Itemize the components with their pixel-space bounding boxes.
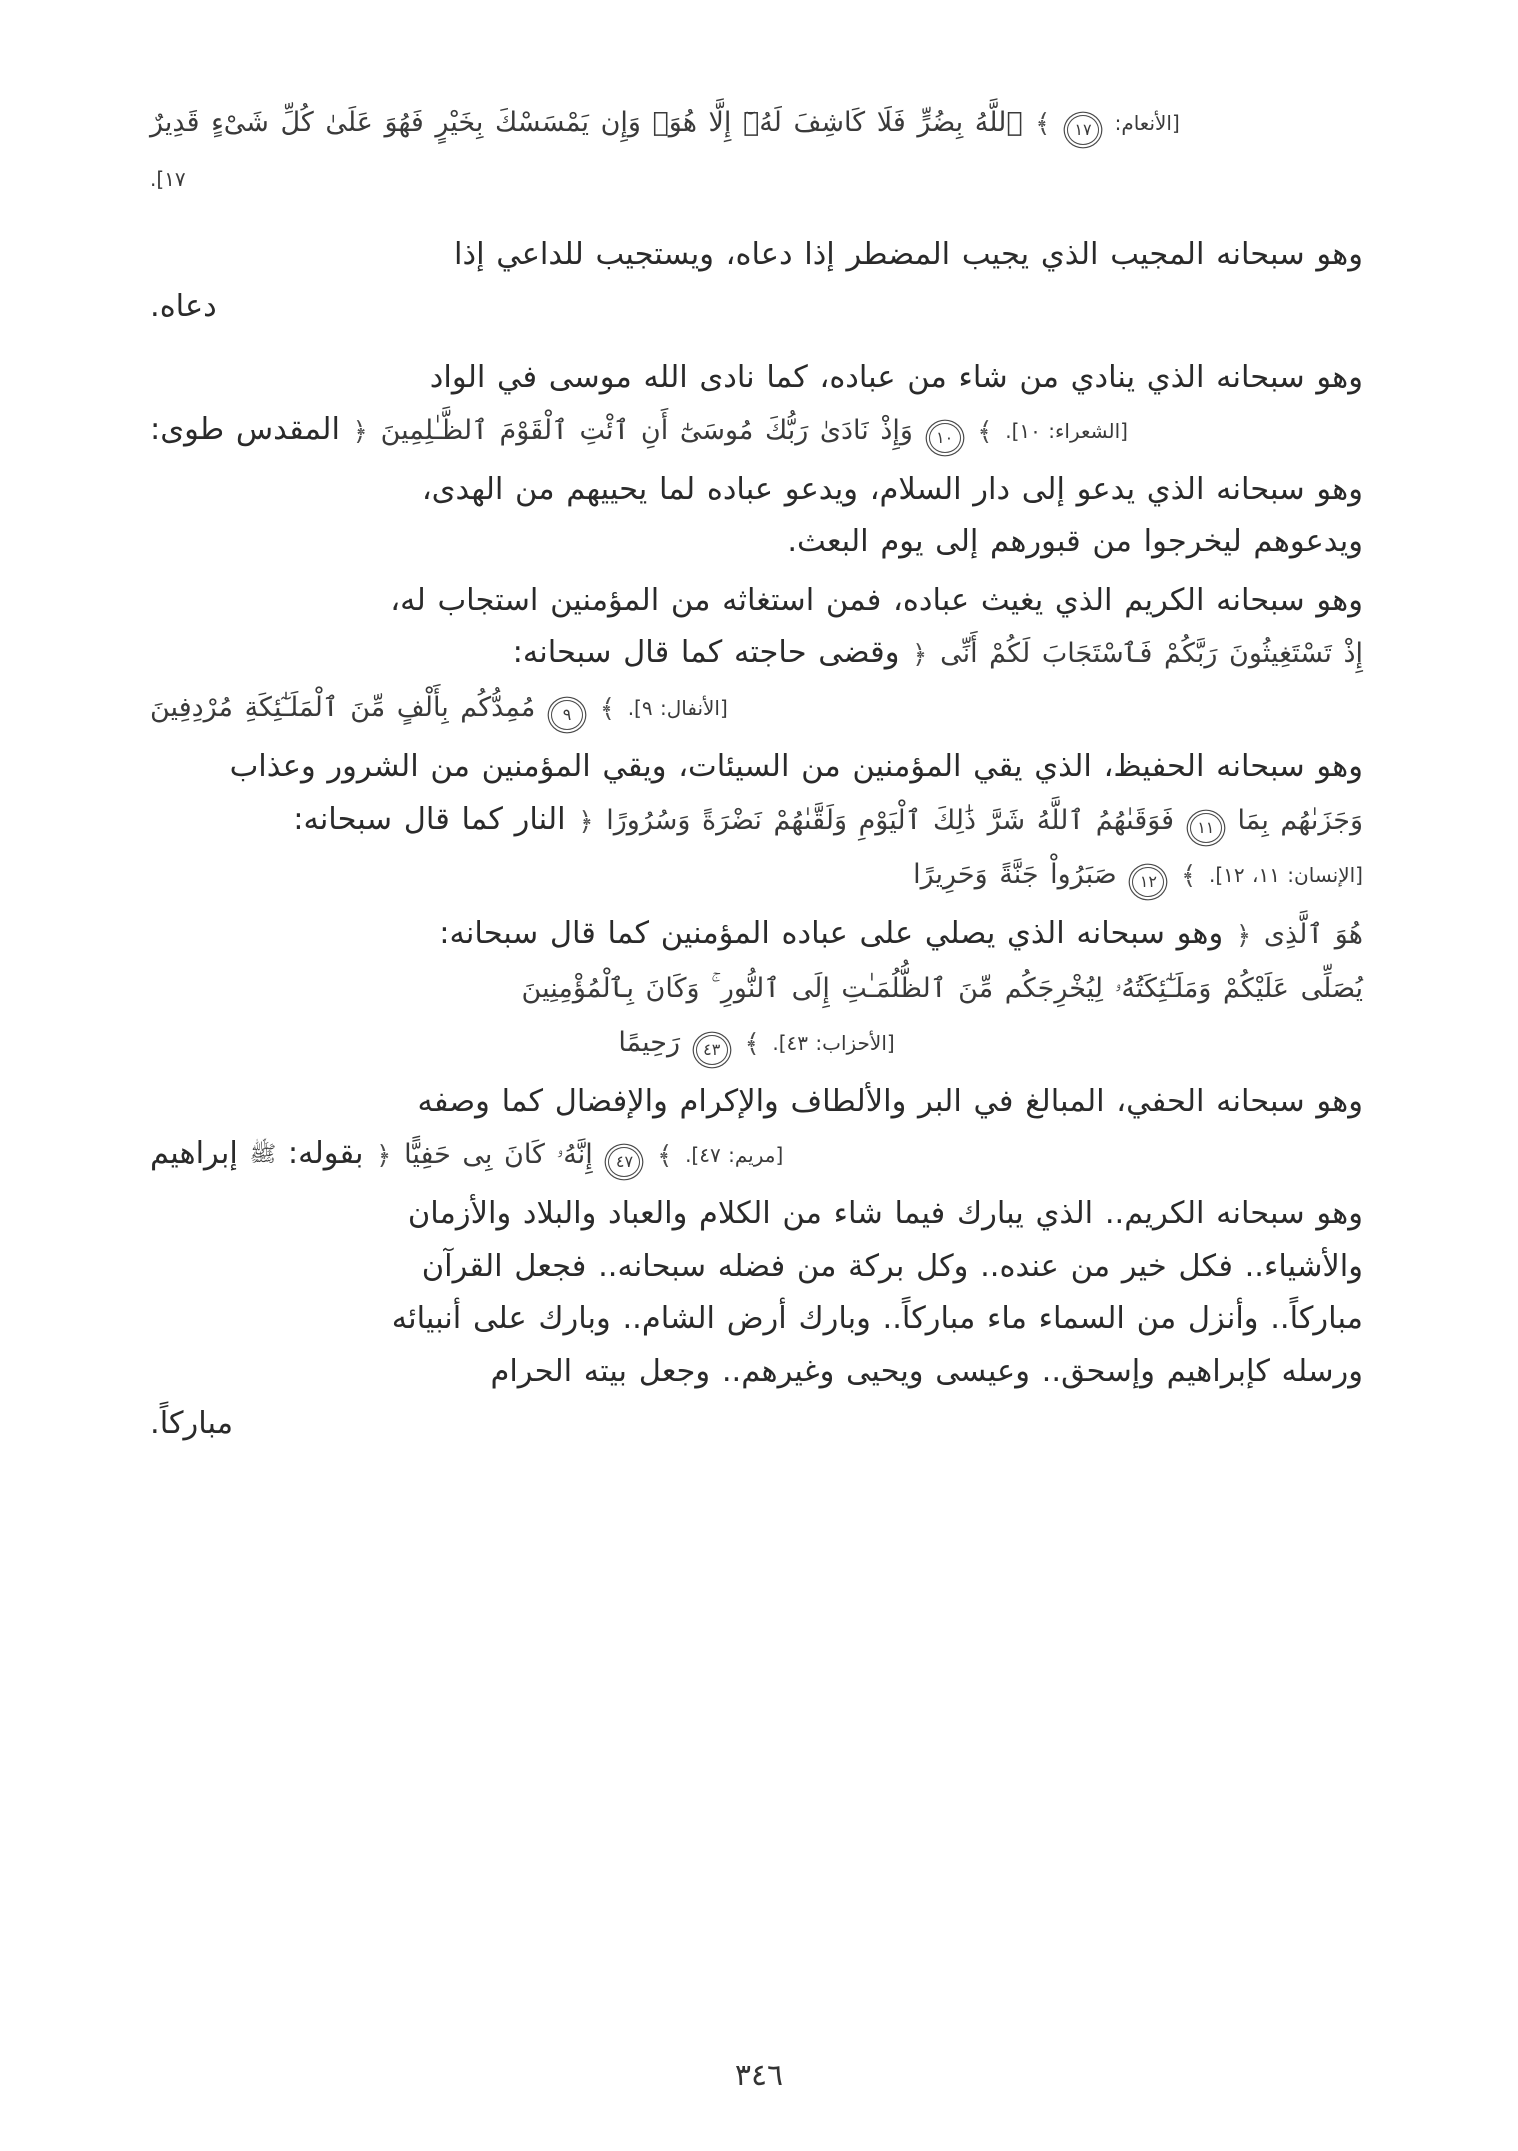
ayah-number: ١١: [1197, 817, 1215, 837]
paragraph-line: وهو سبحانه الحفي، المبالغ في البر والألطاف والإكرام والإفضال كما وصفه: [417, 1083, 1363, 1119]
quran-text-anfal-b: مُمِدُّكُم بِأَلْفٍ مِّنَ ٱلْمَلَـٰٓئِكَةِ مُرْدِفِينَ: [150, 692, 536, 724]
paragraph-line: وهو سبحانه الحفيظ، الذي يقي المؤمنين من السيئات، ويقي المؤمنين من الشرور وعذاب: [229, 749, 1363, 785]
paragraph-yusalli: [150, 908, 1363, 1070]
quran-text-ahzab-a: هُوَ ٱلَّذِى: [1263, 918, 1363, 950]
paragraph-line: مباركاً.: [150, 1406, 234, 1442]
paragraph-line: وهو سبحانه المجيب الذي يجيب المضطر إذا دعاه، ويستجيب للداعي إذا: [454, 236, 1363, 272]
paragraph-line-prefix: المقدس طوى:: [150, 412, 340, 447]
quran-text-ahzab-b: يُصَلِّى عَلَيْكُمْ وَمَلَـٰٓئِكَتُهُۥ لِيُخْرِجَكُم مِّنَ ٱلظُّلُمَـٰتِ إِلَى ٱلنُّورِ ۚ وَكَانَ بِٱلْمُؤْمِنِينَ: [521, 972, 1363, 1004]
paragraph-line: والأشياء.. فكل خير من عنده.. وكل بركة من فضله سبحانه.. فجعل القرآن: [421, 1248, 1363, 1284]
surah-reference-insan: [الإنسان: ١١، ١٢].: [1208, 862, 1363, 887]
quran-text-anfal-a: إِذْ تَسْتَغِيثُونَ رَبَّكُمْ فَٱسْتَجَابَ لَكُمْ أَنِّى: [940, 638, 1363, 670]
quran-text-maryam: إِنَّهُۥ كَانَ بِى حَفِيًّا: [404, 1139, 593, 1171]
paragraph-line-with-quran: [150, 908, 1363, 962]
paragraph-line-prefix: النار كما قال سبحانه:: [293, 801, 566, 837]
quran-continuation-line: [150, 962, 1363, 1016]
surah-reference-anfal: [الأنفال: ٩].: [627, 696, 728, 721]
paragraph-kareem-barakah: [150, 1188, 1363, 1450]
paragraph-line-with-quran: [150, 1128, 1363, 1182]
surah-reference-ahzab: [الأحزاب: ٤٣].: [772, 1030, 895, 1055]
quran-close-ornament-icon: ﴾: [1181, 860, 1197, 891]
surah-reference-shuara: [الشعراء: ١٠].: [1005, 419, 1128, 443]
ayah-medallion-anam: [1065, 115, 1101, 145]
quran-open-ornament-icon: ﴿: [1235, 920, 1252, 951]
ayah-number: ١٢: [1139, 871, 1157, 891]
quran-continuation-line: [150, 848, 1363, 902]
salawat-icon: ﷺ: [249, 1142, 277, 1168]
quran-close-ornament-icon: ﴾: [1035, 109, 1051, 139]
ayah-number: ١٧: [1074, 120, 1092, 139]
quran-block-anam: [150, 95, 1363, 151]
quran-text-insan-b: وَجَزَىٰهُم بِمَا: [1237, 804, 1363, 836]
ayah-medallion-insan-11: [1188, 813, 1224, 843]
quran-open-ornament-icon: ﴿: [376, 1141, 392, 1172]
ayah-medallion-shuara: [927, 423, 963, 453]
surah-reference-anam-part2: ١٧].: [150, 167, 186, 192]
quran-close-ornament-icon: ﴾: [977, 417, 993, 447]
quran-text-ahzab-c: رَحِيمًا: [618, 1026, 681, 1058]
quran-open-ornament-icon: ﴿: [578, 806, 594, 837]
page-content: [150, 95, 1363, 2001]
paragraph-yughith: [150, 575, 1363, 735]
ayah-medallion-insan-12: [1130, 867, 1166, 897]
page-number: ٣٤٦: [734, 2058, 784, 2093]
ayah-medallion-anfal: [549, 700, 585, 730]
paragraph-line-with-quran: [150, 794, 1363, 848]
ayah-medallion-ahzab: [694, 1035, 730, 1065]
block-spacer: [150, 207, 1363, 229]
ayah-number: ١٠: [936, 428, 954, 447]
block-spacer: [150, 340, 1363, 352]
ayah-medallion-maryam: [606, 1147, 642, 1177]
paragraph-line-with-quran: [150, 627, 1363, 681]
paragraph-line: دعاه.: [150, 289, 217, 325]
quran-text-shuara: وَإِذْ نَادَىٰ رَبُّكَ مُوسَىٰٓ أَنِ ٱئْتِ ٱلْقَوْمَ ٱلظَّـٰلِمِينَ: [380, 415, 913, 446]
paragraph-line-prefix: إبراهيم: [150, 1136, 238, 1172]
quran-open-ornament-icon: ﴿: [912, 640, 928, 671]
surah-reference-anam-part1: [الأنعام:: [1114, 111, 1180, 135]
ayah-number: ٤٣: [703, 1039, 721, 1059]
quran-close-ornament-icon: ﴾: [744, 1028, 760, 1059]
quran-text-insan-c: صَبَرُواْ جَنَّةً وَحَرِيرًا: [913, 858, 1117, 890]
paragraph-hafeez: [150, 741, 1363, 901]
paragraph-line-with-quran: [150, 404, 1363, 458]
quran-close-ornament-icon: ﴾: [657, 1141, 673, 1172]
paragraph-hafiyy: [150, 1076, 1363, 1182]
paragraph-line: ويدعوهم ليخرجوا من قبورهم إلى يوم البعث.: [787, 524, 1363, 560]
paragraph-line: وهو سبحانه الكريم الذي يغيث عباده، فمن استغاثه من المؤمنين استجاب له،: [390, 582, 1363, 618]
paragraph-line-prefix: وقضى حاجته كما قال سبحانه:: [512, 635, 900, 671]
paragraph-line: ورسله كإبراهيم وإسحق.. وعيسى ويحيى وغيرهم.. وجعل بيته الحرام: [490, 1353, 1363, 1389]
quran-reference-anam-line2: [150, 151, 1363, 206]
paragraph-line: وهو سبحانه الكريم.. الذي يبارك فيما شاء من الكلام والعباد والبلاد والأزمان: [407, 1196, 1363, 1232]
ayah-number: ٤٧: [615, 1152, 634, 1172]
paragraph-line-prefix: وهو سبحانه الذي يصلي على عباده المؤمنين كما قال سبحانه:: [439, 915, 1224, 951]
paragraph-munadi: [150, 352, 1363, 458]
paragraph-line: وهو سبحانه الذي ينادي من شاء من عباده، كما نادى الله موسى في الواد: [429, 359, 1363, 395]
quran-text-insan-a: فَوَقَىٰهُمُ ٱللَّهُ شَرَّ ذَٰلِكَ ٱلْيَوْمِ وَلَقَّىٰهُمْ نَضْرَةً وَسُرُورًا: [606, 804, 1175, 836]
paragraph-mujib: [150, 229, 1363, 334]
paragraph-dar-assalam: [150, 464, 1363, 569]
quran-text-anam: ٱللَّهُ بِضُرٍّ فَلَا كَاشِفَ لَهُۥٓ إِلَّا هُوَۖ وَإِن يَمْسَسْكَ بِخَيْرٍ فَهُوَ عَلَىٰ كُلِّ شَىْءٍ قَدِيرٌ: [150, 107, 1023, 138]
surah-reference-maryam: [مريم: ٤٧].: [685, 1143, 784, 1168]
paragraph-line: مباركاً.. وأنزل من السماء ماء مباركاً.. وبارك أرض الشام.. وبارك على أنبيائه: [391, 1301, 1363, 1337]
quran-continuation-line: [150, 1016, 1363, 1070]
ayah-number: ٩: [562, 705, 572, 725]
paragraph-line-mid: بقوله:: [287, 1136, 364, 1172]
quran-close-ornament-icon: ﴾: [599, 694, 615, 725]
quran-continuation-line: [150, 681, 1363, 735]
quran-open-ornament-icon: ﴿: [352, 417, 368, 447]
paragraph-line: وهو سبحانه الذي يدعو إلى دار السلام، ويدعو عباده لما يحييهم من الهدى،: [421, 472, 1363, 507]
